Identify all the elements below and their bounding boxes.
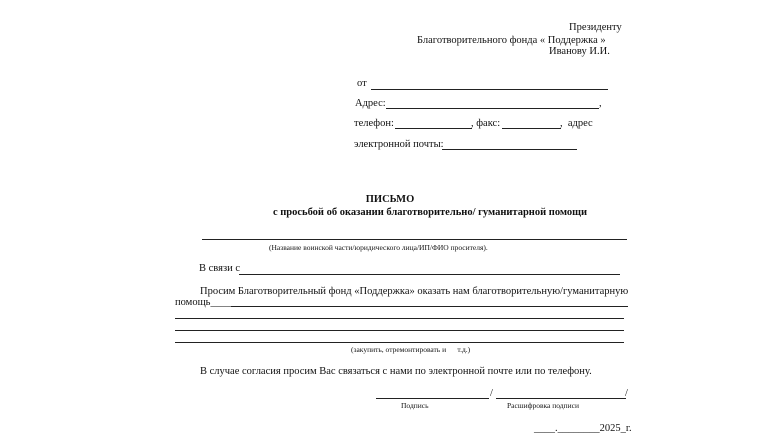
- letter-title: ПИСЬМО: [365, 194, 415, 205]
- phone-label: телефон:: [354, 118, 394, 129]
- date-field[interactable]: ____.________2025_г.: [534, 423, 632, 434]
- signature-decoding-field[interactable]: [496, 398, 626, 399]
- phone-field[interactable]: [395, 128, 472, 129]
- address-end-comma: ,: [599, 98, 602, 109]
- signature-field[interactable]: [376, 398, 489, 399]
- request-help-label: помощь_____: [175, 297, 237, 308]
- addressee-title: Президенту: [569, 22, 622, 33]
- help-field-1[interactable]: [231, 306, 628, 307]
- letter-subtitle: с просьбой об оказании благотворительно/ гуманитарной помощи: [272, 207, 588, 218]
- email-label: электронной почты:: [354, 139, 444, 150]
- due-to-field[interactable]: [239, 274, 620, 275]
- requester-field[interactable]: [202, 239, 627, 240]
- from-label: от: [357, 78, 367, 89]
- from-field[interactable]: [371, 89, 608, 90]
- due-to-label: В связи с: [199, 263, 240, 274]
- signature-separator: /: [490, 388, 493, 399]
- request-text: Просим Благотворительный фонд «Поддержка» оказать нам благотворительную/гуманитарную: [200, 286, 629, 297]
- fax-label: , факс:: [471, 118, 501, 129]
- addressee-name: Иванову И.И.: [549, 46, 610, 57]
- closing-text: В случае согласия просим Вас связаться с нами по электронной почте или по телефону.: [200, 366, 592, 377]
- address-field[interactable]: [386, 108, 599, 109]
- signature-end: /: [625, 388, 628, 399]
- help-field-4[interactable]: [175, 342, 624, 343]
- help-field-2[interactable]: [175, 318, 624, 319]
- address-label: Адрес:: [355, 98, 386, 109]
- email-inline-label: , адрес: [560, 118, 593, 129]
- addressee-organization: Благотворительного фонда « Поддержка »: [417, 35, 606, 46]
- help-field-3[interactable]: [175, 330, 624, 331]
- fax-field[interactable]: [502, 128, 561, 129]
- signature-decoding-label: Расшифровка подписи: [507, 401, 579, 410]
- signature-label: Подпись: [401, 401, 429, 410]
- email-field[interactable]: [442, 149, 577, 150]
- help-hint: (закупить, отремонтировать и т.д.): [351, 345, 471, 354]
- requester-hint: (Название воинской части/юридического лица/ИП/ФИО просителя).: [269, 243, 488, 252]
